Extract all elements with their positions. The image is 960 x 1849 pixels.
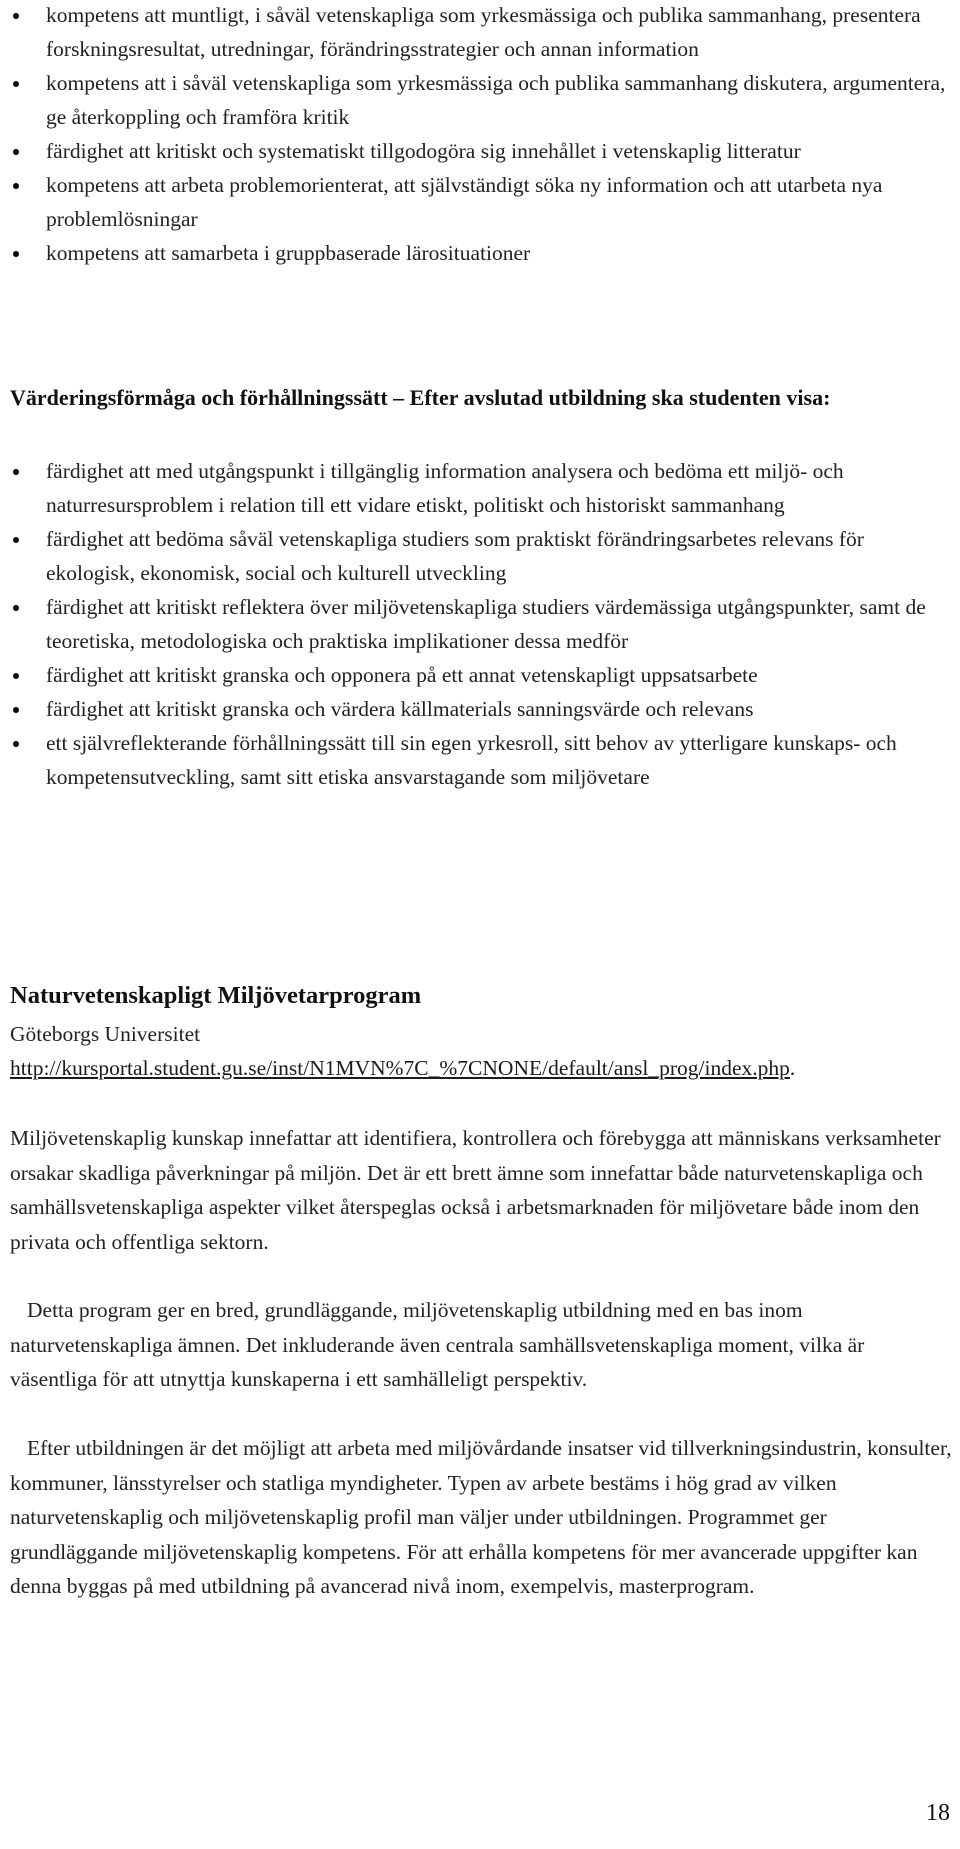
program-title: Naturvetenskapligt Miljövetarprogram bbox=[10, 982, 422, 1009]
list-item bbox=[10, 658, 955, 692]
bullet-icon bbox=[13, 707, 19, 713]
values-bullet-list bbox=[10, 454, 955, 794]
bullet-icon bbox=[13, 251, 19, 257]
list-item bbox=[10, 168, 955, 236]
bullet-icon bbox=[13, 149, 19, 155]
list-item-text: kompetens att muntligt, i såväl vetenskapliga som yrkesmässiga och publika sammanhang, presentera forskningsresultat, utredningar, förändringsstrategier och annan information bbox=[46, 3, 921, 61]
bullet-icon bbox=[13, 741, 19, 747]
program-paragraph: Detta program ger en bred, grundläggande, miljövetenskaplig utbildning med en bas inom naturvetenskapliga ämnen. Det inkluderande även centrala samhällsvetenskapliga moment, vilka är väsentliga för att utnyttja kunskaperna i ett samhälleligt perspektiv. bbox=[10, 1298, 865, 1391]
list-item-text: färdighet att bedöma såväl vetenskapliga studiers som praktiskt förändringsarbetes relevans för ekologisk, ekonomisk, social och kulturell utveckling bbox=[46, 527, 864, 585]
bullet-icon bbox=[13, 81, 19, 87]
list-item bbox=[10, 66, 955, 134]
list-item-text: färdighet att kritiskt reflektera över miljövetenskapliga studiers värdemässiga utgångspunkter, samt de teoretiska, metodologiska och praktiska implikationer dessa medför bbox=[46, 595, 926, 653]
list-item bbox=[10, 0, 955, 66]
list-item bbox=[10, 590, 955, 658]
program-paragraph: Efter utbildningen är det möjligt att arbeta med miljövårdande insatser vid tillverkningsindustrin, konsulter, kommuner, länsstyrelser och statliga myndigheter. Typen av arbete bestäms i hög grad av vilken naturvetenskaplig och miljövetenskaplig profil man väljer under utbildningen. Programmet ger grundläggande miljövetenskaplig kompetens. För att erhålla kompetens för mer avancerade uppgifter kan denna byggas på med utbildning på avancerad nivå inom, exempelvis, masterprogram. bbox=[10, 1436, 952, 1598]
values-heading: Värderingsförmåga och förhållningssätt – Efter avslutad utbildning ska studenten visa: bbox=[10, 385, 831, 410]
list-item-text: färdighet att kritiskt granska och värdera källmaterials sanningsvärde och relevans bbox=[46, 697, 754, 721]
bullet-icon bbox=[13, 183, 19, 189]
program-link[interactable]: http://kursportal.student.gu.se/inst/N1MVN%7C_%7CNONE/default/ansl_prog/index.php bbox=[10, 1056, 790, 1080]
university-name: Göteborgs Universitet bbox=[10, 1022, 201, 1046]
list-item bbox=[10, 236, 955, 270]
bullet-icon bbox=[13, 13, 19, 19]
list-item-text: kompetens att i såväl vetenskapliga som yrkesmässiga och publika sammanhang diskutera, argumentera, ge återkoppling och framföra kritik bbox=[46, 71, 946, 129]
list-item-text: färdighet att kritiskt och systematiskt tillgodogöra sig innehållet i vetenskaplig litteratur bbox=[46, 139, 801, 163]
bullet-icon bbox=[13, 469, 19, 475]
program-paragraph: Miljövetenskaplig kunskap innefattar att identifiera, kontrollera och förebygga att människans verksamheter orsakar skadliga påverkningar på miljön. Det är ett brett ämne som innefattar både naturvetenskapliga och samhällsvetenskapliga aspekter vilket återspeglas också i arbetsmarknaden för miljövetare både inom den privata och offentliga sektorn. bbox=[10, 1126, 941, 1254]
list-item-text: ett självreflekterande förhållningssätt till sin egen yrkesroll, sitt behov av ytterligare kunskaps- och kompetensutveckling, samt sitt etiska ansvarstagande som miljövetare bbox=[46, 731, 897, 789]
list-item bbox=[10, 692, 955, 726]
list-item-text: kompetens att arbeta problemorienterat, att självständigt söka ny information och att utarbeta nya problemlösningar bbox=[46, 173, 883, 231]
bullet-icon bbox=[13, 537, 19, 543]
competence-bullet-list bbox=[10, 0, 955, 270]
list-item bbox=[10, 134, 955, 168]
bullet-icon bbox=[13, 673, 19, 679]
page-number: 18 bbox=[926, 1800, 950, 1826]
list-item-text: kompetens att samarbeta i gruppbaserade lärosituationer bbox=[46, 241, 531, 265]
bullet-icon bbox=[13, 605, 19, 611]
link-suffix: . bbox=[789, 1056, 796, 1080]
list-item bbox=[10, 522, 955, 590]
program-link-line bbox=[10, 1051, 955, 1085]
list-item-text: färdighet att kritiskt granska och opponera på ett annat vetenskapligt uppsatsarbete bbox=[46, 663, 758, 687]
list-item bbox=[10, 454, 955, 522]
list-item-text: färdighet att med utgångspunkt i tillgänglig information analysera och bedöma ett miljö- och naturresursproblem i relation till ett vidare etiskt, politiskt och historiskt sammanhang bbox=[46, 459, 844, 517]
list-item bbox=[10, 726, 955, 794]
